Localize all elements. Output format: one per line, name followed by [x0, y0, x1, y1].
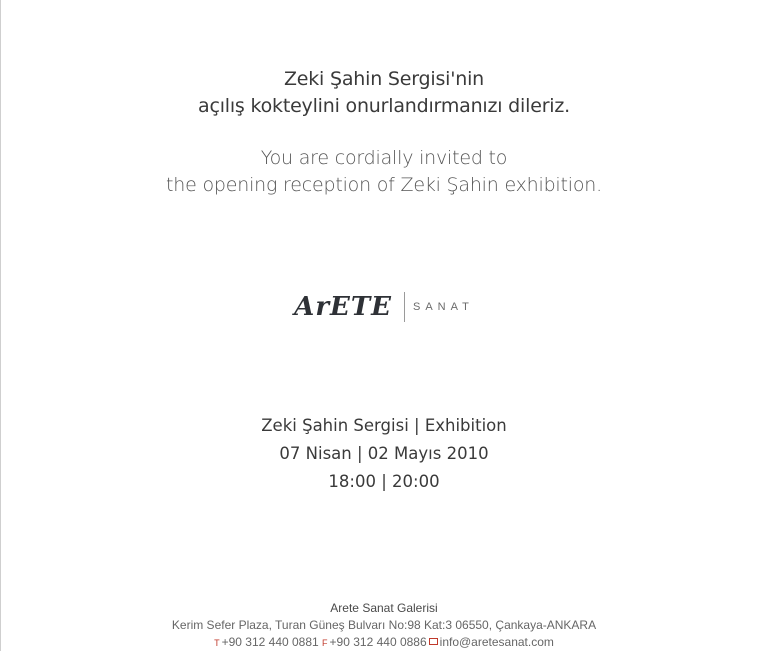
english-invitation-line-1: You are cordially invited to	[260, 147, 508, 169]
logo-subtitle: SANAT	[413, 301, 474, 313]
phone-marker: T	[214, 638, 220, 648]
arete-sanat-logo	[0, 292, 768, 322]
gallery-name: Arete Sanat Galerisi	[330, 601, 438, 615]
logo-wordmark: ArETE	[294, 292, 392, 322]
event-title: Zeki Şahin Sergisi | Exhibition	[261, 416, 507, 435]
email-icon	[429, 638, 438, 645]
gallery-contact	[0, 634, 768, 652]
turkish-invitation	[0, 66, 768, 120]
fax-number: +90 312 440 0886	[329, 635, 427, 649]
email-address[interactable]: info@aretesanat.com	[439, 635, 554, 649]
event-details	[0, 412, 768, 496]
event-dates: 07 Nisan | 02 Mayıs 2010	[279, 444, 489, 463]
gallery-address: Kerim Sefer Plaza, Turan Güneş Bulvarı No:98 Kat:3 06550, Çankaya-ANKARA	[171, 618, 597, 632]
gallery-footer	[0, 600, 768, 652]
turkish-invitation-line-1: Zeki Şahin Sergisi'nin	[283, 68, 485, 90]
logo-divider	[404, 292, 405, 322]
event-time: 18:00 | 20:00	[328, 472, 440, 491]
turkish-invitation-line-2: açılış kokteylini onurlandırmanızı dileriz.	[198, 95, 570, 117]
english-invitation	[0, 145, 768, 199]
phone-number: +90 312 440 0881	[221, 635, 319, 649]
fax-marker: F	[322, 638, 328, 648]
english-invitation-line-2: the opening reception of Zeki Şahin exhibition.	[166, 174, 602, 196]
